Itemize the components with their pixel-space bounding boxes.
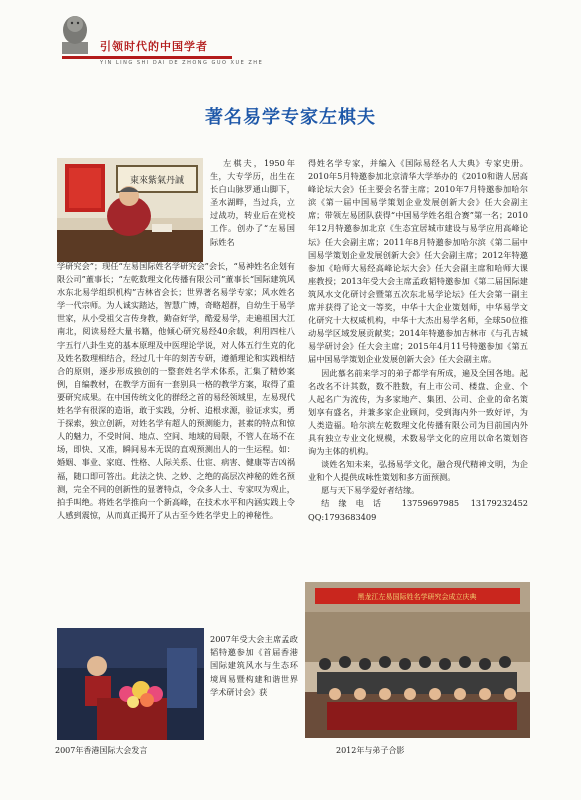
- left-body-column: [57, 260, 295, 675]
- article-title: 著名易学专家左棋夫: [205, 107, 376, 128]
- photo3-caption: 2012年与弟子合影: [336, 746, 405, 755]
- header-divider: [62, 56, 232, 59]
- body-paragraph-4: 谈姓名知未来，弘扬易学文化，融合现代精神文明，为企业和个人提供成咏性策划和多方面预测。: [308, 459, 528, 483]
- banner-text: 黑龙江左易国际姓名学研究会成立庆典: [357, 593, 477, 601]
- scroll-calligraphy: 東來紫氣丹誠: [129, 176, 185, 186]
- header-pinyin: YIN LING SHI DAI DE ZHONG GUO XUE ZHE: [100, 60, 264, 66]
- group-photo: [305, 582, 530, 738]
- portrait-photo: [57, 158, 203, 262]
- contact-line: 结缘电话 13759697985 13179232452 QQ:1793683409: [308, 498, 528, 522]
- body-paragraph-2: 得姓名学专家，并编入《国际易经名人大典》专家史册。2010年5月特邀参加北京清华大学举办的《2010和谐人居高峰论坛大会》任主要会名誉主席；2010年7月特邀参加哈尔滨《第一届中国易学策划企业发展创新大会》任大会副主席；带领左易团队获得“中国易学姓名组合赛”第一名；2010年12月特邀参加北京《生态宜居城市建设与易学应用高峰论坛》任大会副主席；2011年8月特邀参加哈尔滨《第二届中国易学策划企业发展创新大会》任大会副主席；2012年特邀参加《哈师大易经高峰论坛大会》任大会副主席和哈师大课座教授；2013年受大会主席孟政韬特邀参加《第二届国际建筑风水文化研讨会暨第五次东北易学论坛》任大会第一副主席并获得了论文一等奖，中华十大企业策划师，中华易学文化研究十大权威机构，中华十大杰出易学名师，全球50位推动易学区域发展贡献奖；2014年特邀参加吉林市《与孔吉城易学研讨会》任大会主席；2015年4月11号特邀参加《第五届中国易学策划企业发展创新大会》任大会副主席。: [308, 158, 528, 365]
- right-body-column: [308, 157, 528, 567]
- intro-text: 左棋夫，1950年生，大专学历，出生在长白山脉罗通山脚下，圣水湖畔，当过兵，立过战功，转业后在党校工作。创办了“左易国际姓名: [210, 158, 295, 247]
- side-column-text: 2007年受大会主席孟政韬特邀参加《首届香港国际建筑风水与生态环境周易暨构建和谐世界学术研讨会》获: [210, 634, 298, 697]
- photo2-caption: 2007年香港国际大会发言: [55, 746, 148, 755]
- intro-column: [210, 157, 295, 262]
- header-title: 引领时代的中国学者: [100, 40, 208, 53]
- body-paragraph-3: 因此慕名前来学习的弟子都学有所成，遍及全国各地。起名改名不计其数，数不胜数，有上市公司、楼盘、企业、个人起名广为流传，为多家地产、集团、公司、企业的命名策划享有盛名，并兼多家企业顾问，受到海内外一致好评，为人类造福。哈尔滨左乾数理文化传播有限公司为目前国内外具有独立专业文化规模，术数易学文化的应用以命名策划咨询为主体的机构。: [308, 367, 528, 457]
- conference-speech-photo: [57, 628, 204, 740]
- body-paragraph-5: 愿与天下易学爱好者结缘。: [321, 485, 420, 496]
- lion-statue-logo: [56, 12, 94, 56]
- body-paragraph-1: 学研究会”；现任“左易国际姓名学研究会”会长，“易神姓名企划有限公司”董事长；“左乾数理文化传播有限公司”董事长“国际建筑风水东北易学组织机构”吉林省会长；世界著名易学专家；风水姓名学一代宗师。为人诚实踏达，智慧广博，奇略超群，自幼生于易学世家，从小受祖父言传身教，勤奋好学，酷爱易学，走遍祖国大江南北，阅读易经大量书籍，他倾心研究易经40余载，利用四柱八字五行八卦生克的基本原理及中医理论学说，对人体五行生克的化及姓名数理相结合，经过几十年的刻苦专研，遵循理论和实践相结合的原则，逐步形成独创的一整套姓名学术体系，汇集了精妙案例，自编教材，在教学方面有一套别具一格的教学方案，取得了重要研究成果。在中国传统文化的群经之首的易经领域里，左易现代姓名学有很深的造诣，敢于实践，分析、追根求源，验证求实，勇于探索，独立创新，对姓名学有超人的预测能力，甚素的特点和惊人的魅力，不受时间、地点、空间、地域的局限，不管人在场不在场，即快、又准，瞬间易本无误的直观预测出人的一生运程。如：婚姻、事业、家庭、性格、人际关系、仕宦、病害、健康等吉凶祸福，随口即可答出。此法之快、之妙、之绝的高层次神秘的姓名预测，完全不同的创新性的显著特点，令众多人士、专家叹为观止，拍手叫绝。将姓名学推向一个新高峰，在技术水平和内涵实践上令人感到震惊，从而真正揭开了从古至今姓名学史上的神秘性。: [57, 261, 295, 520]
